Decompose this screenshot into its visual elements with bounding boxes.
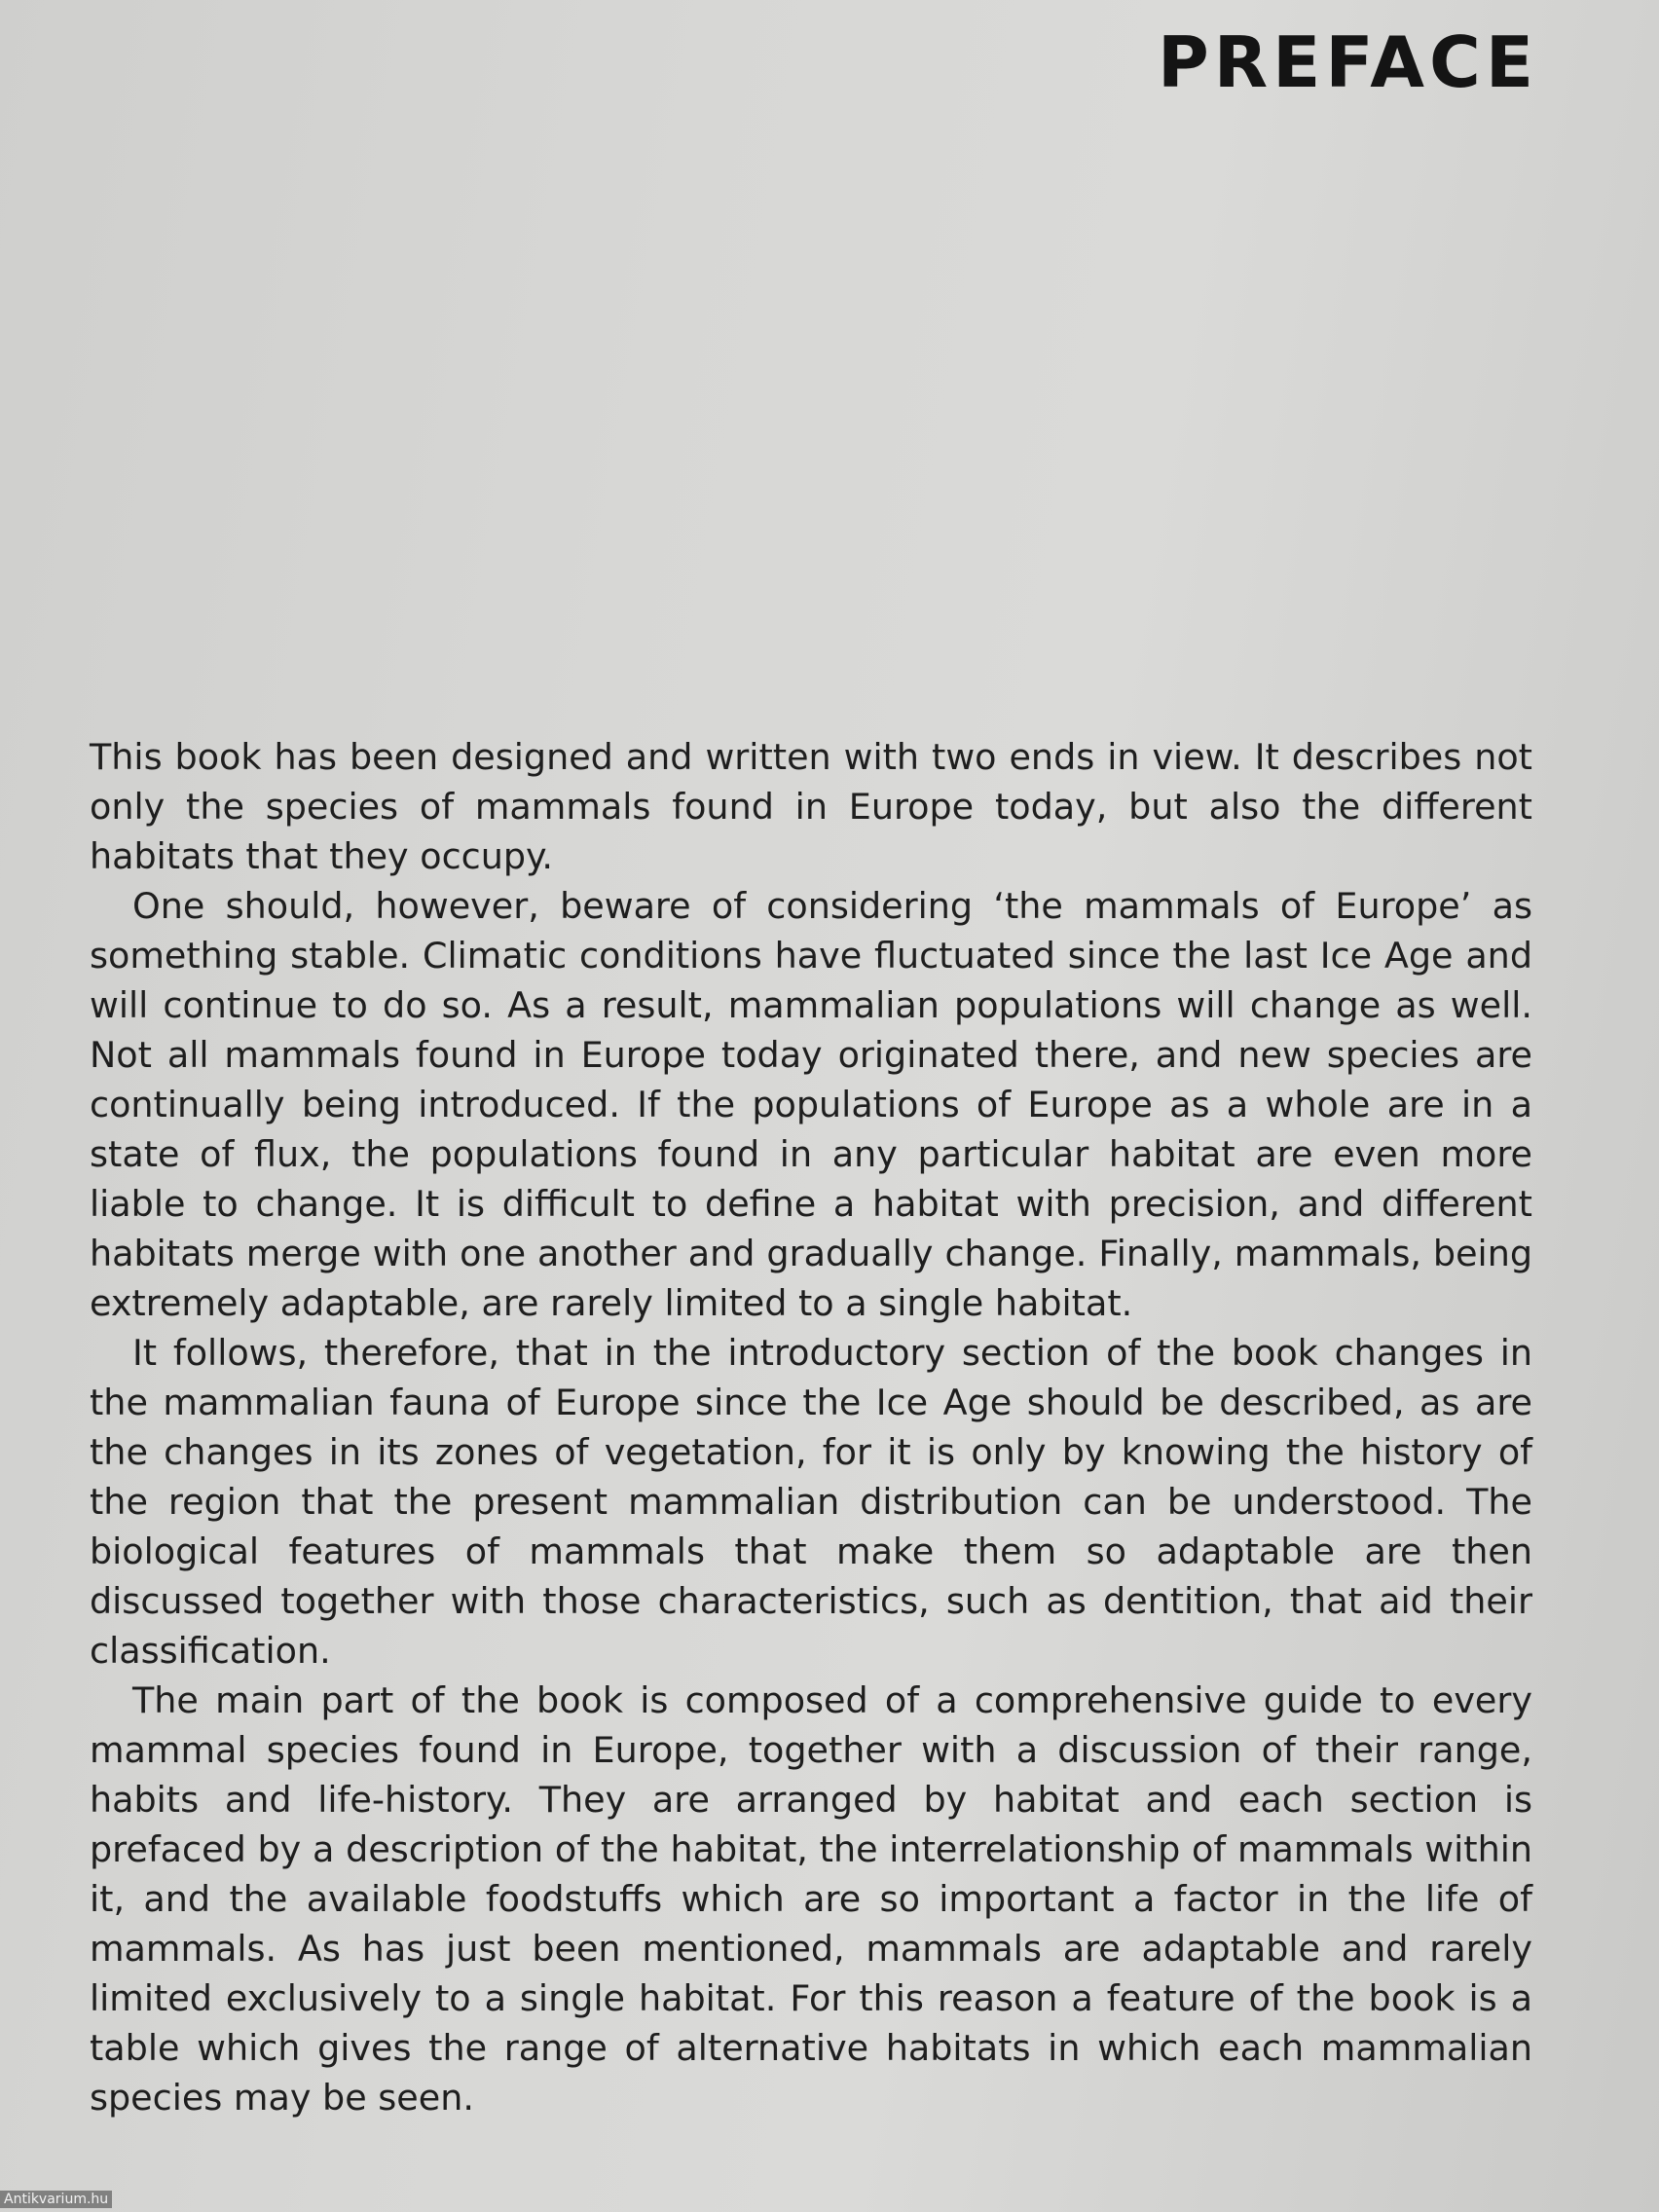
page-title: PREFACE xyxy=(1157,21,1538,103)
paragraph-2: One should, however, beware of considering ‘the mammals of Europe’ as something stable. Climatic conditions have fluctuated since the last Ice Age and will continue to do so. As a result, mammalian populations will change as well. Not all mammals found in Europe today originated there, and new species are continually being introduced. If the populations of Europe as a whole are in a state of flux, the populations found in any particular habitat are even more liable to change. It is difficult to define a habitat with precision, and different habitats merge with one another and gradually change. Finally, mammals, being extremely adaptable, are rarely limited to a single habitat. xyxy=(90,885,1532,1324)
preface-body xyxy=(90,732,1532,2122)
paragraph-4: The main part of the book is composed of a comprehensive guide to every mammal species found in Europe, together with a discussion of their range, habits and life-history. They are arranged by habitat and each section is prefaced by a description of the habitat, the interrelationship of mammals within it, and the available foodstuffs which are so important a factor in the life of mammals. As has just been mentioned, mammals are adaptable and rarely limited exclusively to a single habitat. For this reason a feature of the book is a table which gives the range of alternative habitats in which each mammalian species may be seen. xyxy=(90,1679,1532,2119)
watermark-label: Antikvarium.hu xyxy=(0,2191,112,2208)
paragraph-1: This book has been designed and written with two ends in view. It describes not only the species of mammals found in Europe today, but also the different habitats that they occupy. xyxy=(90,736,1532,877)
paragraph-3: It follows, therefore, that in the introductory section of the book changes in the mammalian fauna of Europe since the Ice Age should be described, as are the changes in its zones of vegetation, for it is only by knowing the history of the region that the present mammalian distribution can be understood. The biological features of mammals that make them so adaptable are then discussed together with those characteristics, such as dentition, that aid their classification. xyxy=(90,1332,1532,1672)
